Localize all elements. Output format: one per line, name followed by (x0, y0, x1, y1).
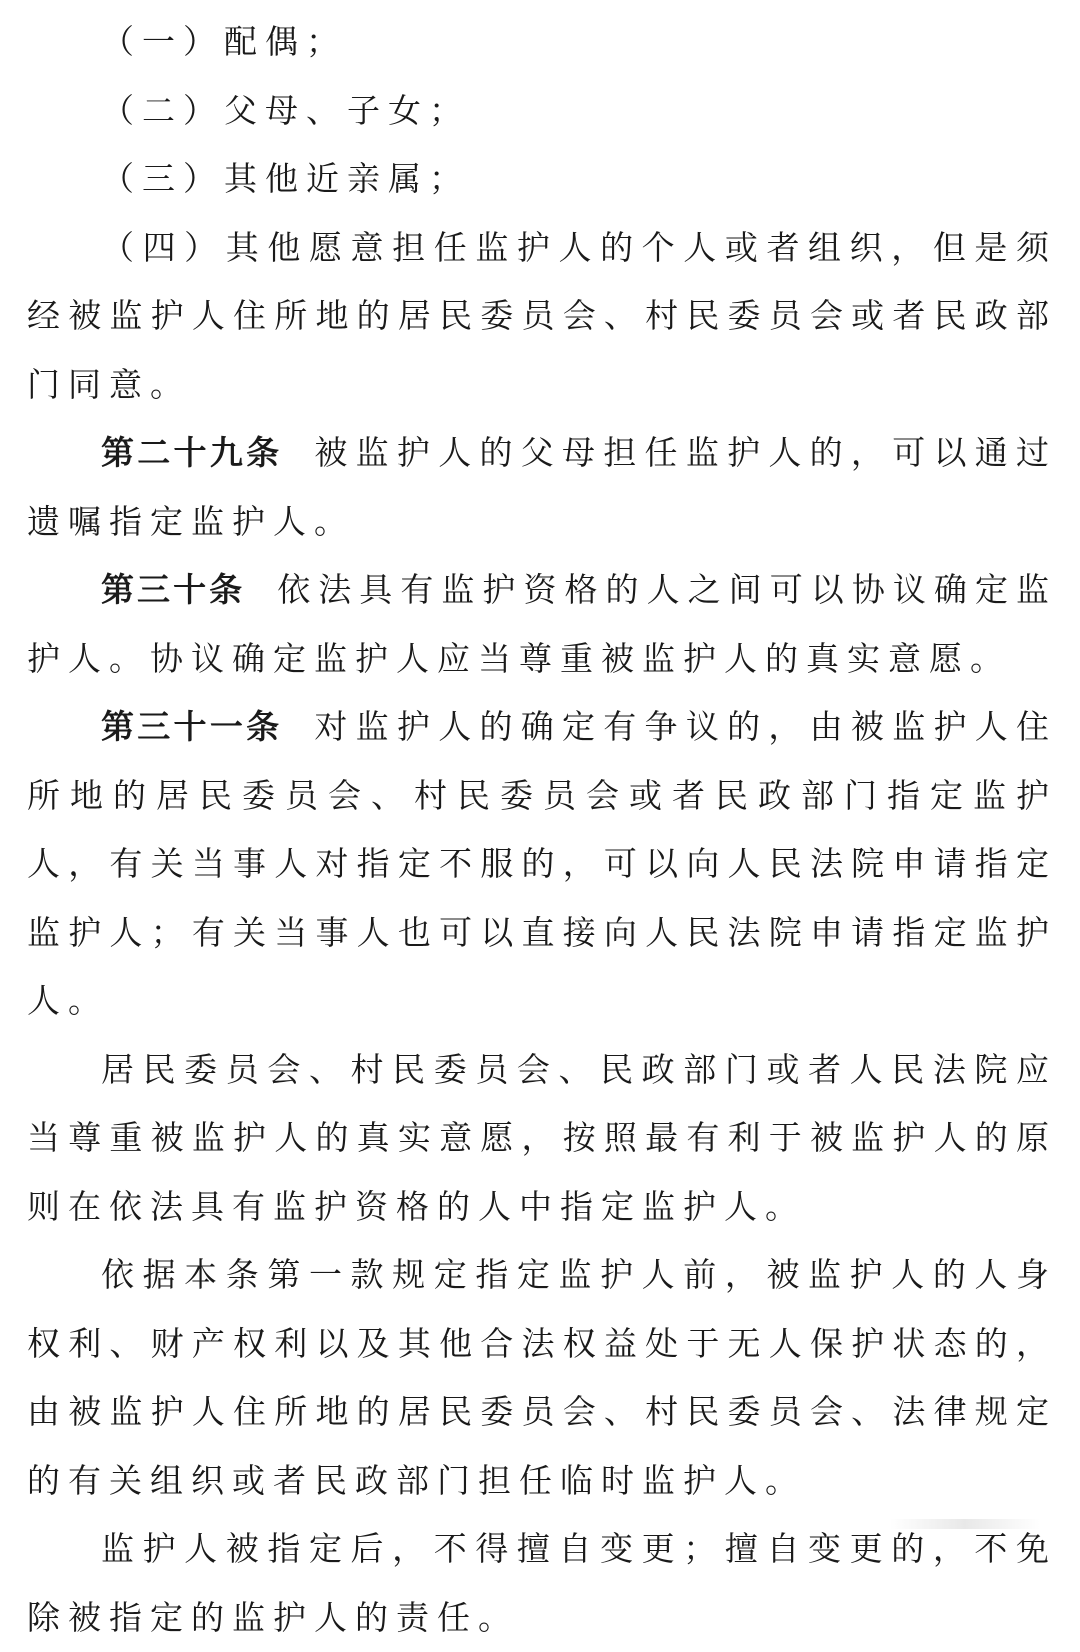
list-item-other-guardians: （四）其他愿意担任监护人的个人或者组织，但是须经被监护人住所地的居民委员会、村民委员会或者民政部门同意。 (27, 227, 1057, 404)
scan-artifact (890, 1519, 1040, 1529)
article-29 (27, 419, 1057, 556)
article-31-text: 对监护人的确定有争议的，由被监护人住所地的居民委员会、村民委员会或者民政部门指定监护人，有关当事人对指定不服的，可以向人民法院申请指定监护人；有关当事人也可以直接向人民法院申请指定监护人。 (27, 707, 1058, 1020)
article-30-heading: 第三十条 (101, 570, 246, 609)
paragraph-no-change: 监护人被指定后，不得擅自变更；擅自变更的，不免除被指定的监护人的责任。 (27, 1529, 1057, 1637)
article-30 (27, 556, 1057, 693)
document-body (27, 8, 1057, 1652)
article-31 (27, 693, 1057, 1036)
list-item-parents-children: （二）父母、子女； (101, 90, 470, 130)
article-31-heading: 第三十一条 (101, 707, 283, 746)
article-29-heading: 第二十九条 (101, 433, 283, 472)
list-item-spouse: （一）配偶； (101, 22, 347, 61)
article-29-text: 被监护人的父母担任监护人的，可以通过遗嘱指定监护人。 (27, 433, 1058, 541)
paragraph-temporary-guardian: 依据本条第一款规定指定监护人前，被监护人的人身权利、财产权利以及其他合法权益处于无人保护状态的，由被监护人住所地的居民委员会、村民委员会、法律规定的有关组织或者民政部门担任临时监护人。 (27, 1255, 1057, 1500)
article-30-text: 依法具有监护资格的人之间可以协议确定监护人。协议确定监护人应当尊重被监护人的真实意愿。 (27, 570, 1058, 678)
list-item-close-relatives: （三）其他近亲属； (101, 159, 470, 198)
paragraph-respect-wishes: 居民委员会、村民委员会、民政部门或者人民法院应当尊重被监护人的真实意愿，按照最有利于被监护人的原则在依法具有监护资格的人中指定监护人。 (27, 1049, 1057, 1226)
